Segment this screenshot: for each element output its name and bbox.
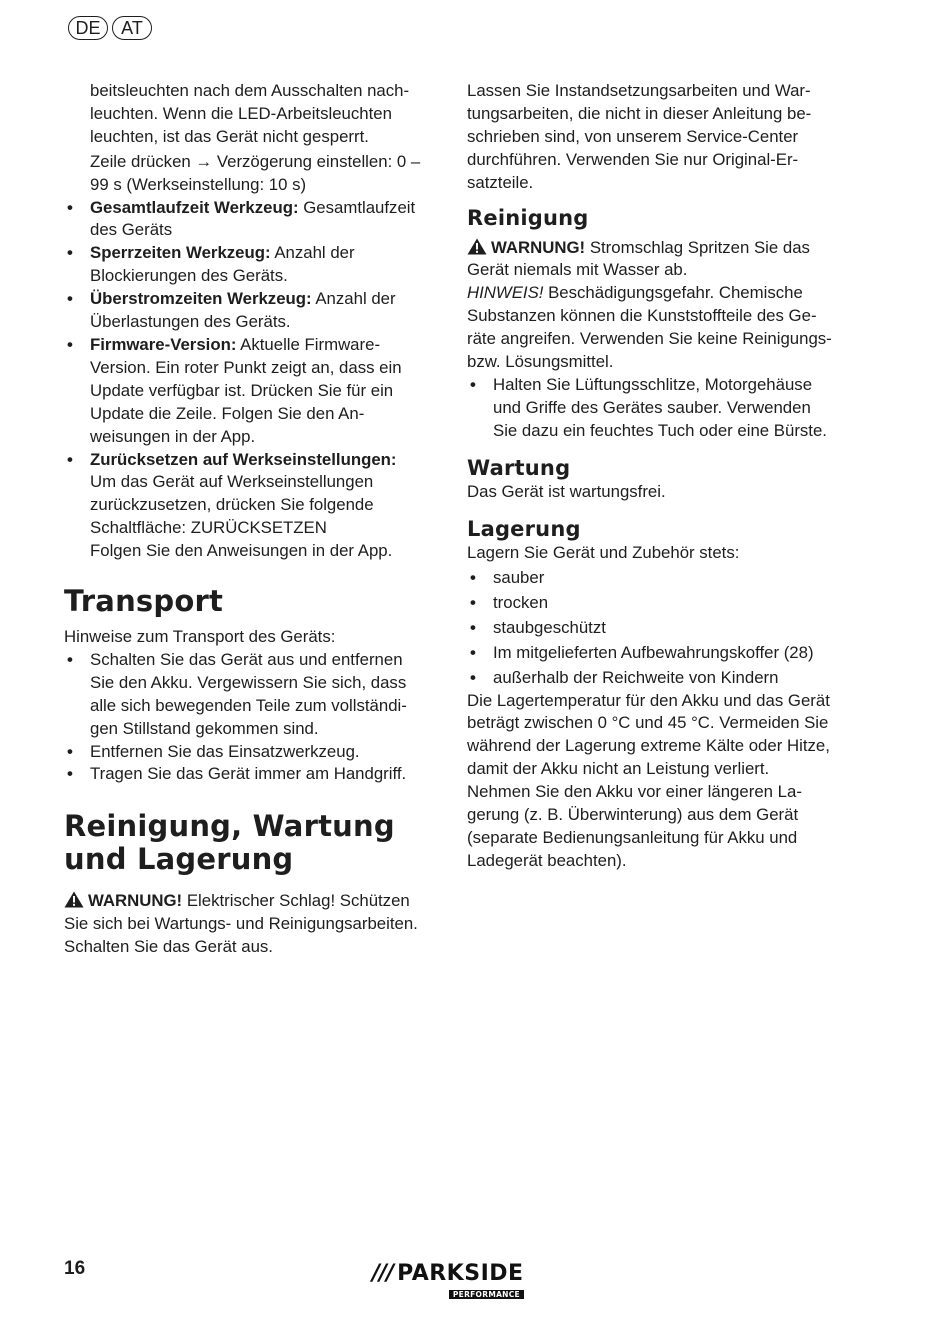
logo-text: PARKSIDE [397, 1261, 524, 1286]
storage-list [467, 565, 835, 690]
logo-wordmark [372, 1262, 524, 1286]
hint-label: HINWEIS! [467, 283, 544, 303]
storage-temperature-paragraph: Die Lagertemperatur für den Akku und das Gerät beträgt zwischen 0 °C und 45 °C. Vermeiden Sie während der Lagerung extreme Kälte oder Hitze, damit der Akku nicht an Leistung verliert. [467, 690, 830, 779]
hint-text: Beschädigungsgefahr. Chemische Substanzen können die Kunststoffteile des Geräte angreifen. Verwenden Sie keine Reinigungs- bzw. Lösungsmittel. [467, 283, 832, 372]
list-item: • sauber [467, 565, 835, 590]
country-badges [68, 16, 152, 40]
list-item: • Im mitgelieferten Aufbewahrungskoffer (28) [467, 640, 835, 665]
list-item: • Entfernen Sie das Einsatzwerkzeug. [64, 741, 422, 764]
storage-intro: Lagern Sie Gerät und Zubehör stets: [467, 542, 740, 562]
list-item [64, 197, 422, 243]
list-item [64, 449, 422, 541]
list-item-term: Gesamtlaufzeit Werkzeug: [90, 197, 299, 217]
warning-triangle-icon [64, 891, 84, 908]
transport-list [64, 649, 422, 786]
warning-text: Stromschlag Spritzen Sie das Gerät niemals mit Wasser ab. [467, 237, 810, 280]
logo-slashes: /// [372, 1261, 394, 1286]
left-column [64, 80, 422, 959]
service-paragraph: Lassen Sie Instandsetzungsarbeiten und Wartungsarbeiten, die nicht in dieser Anleitung beschrieben sind, von unserem Service-Center durchführen. Verwenden Sie nur Original-Ersatzteile. [467, 81, 812, 192]
transport-intro: Hinweise zum Transport des Geräts: [64, 627, 336, 647]
country-badge-at: AT [112, 16, 152, 40]
warning-paragraph [64, 890, 422, 959]
page-number: 16 [64, 1258, 86, 1279]
right-column [467, 80, 835, 873]
list-item [64, 288, 422, 334]
warning-triangle-icon [467, 238, 487, 255]
hint-paragraph [467, 282, 835, 374]
settings-list [64, 197, 422, 541]
storage-heading: Lagerung [467, 516, 581, 541]
warning-label: WARNUNG! [491, 237, 586, 257]
list-item-text: Aktuelle Firmware-Version. Ein roter Punkt zeigt an, dass ein Update verfügbar ist. Drücken Sie für ein Update die Zeile. Folgen Sie den Anweisungen in der App. [90, 334, 402, 446]
list-item [64, 334, 422, 449]
list-item-term: Zurücksetzen auf Werkseinstellungen: [90, 449, 397, 469]
list-item-term: Sperrzeiten Werkzeug: [90, 243, 271, 263]
cleaning-maintenance-storage-heading [64, 810, 422, 876]
cleaning-heading: Reinigung [467, 205, 589, 230]
list-item: • Schalten Sie das Gerät aus und entfernen Sie den Akku. Vergewissern Sie sich, dass alle sich bewegenden Teile zum vollständigen Stillstand gekommen sind. [64, 649, 422, 741]
maintenance-heading: Wartung [467, 455, 571, 480]
storage-removal-paragraph: Nehmen Sie den Akku vor einer längeren Lagerung (z. B. Überwinterung) aus dem Gerät (separate Bedienungsanleitung für Akku und Ladegerät beachten). [467, 782, 802, 870]
follow-app-paragraph: Folgen Sie den Anweisungen in der App. [90, 541, 393, 561]
cleaning-list [467, 374, 835, 443]
transport-heading: Transport [64, 584, 224, 619]
list-item-term: Überstromzeiten Werkzeug: [90, 289, 312, 309]
heading-line: Reinigung, Wartung [64, 809, 395, 844]
cleaning-warning-paragraph [467, 237, 835, 283]
list-item [64, 242, 422, 288]
list-item-term: Firmware-Version: [90, 334, 237, 354]
parkside-logo [372, 1262, 524, 1302]
continued-paragraph: beitsleuchten nach dem Ausschalten nachleuchten. Wenn die LED-Arbeitsleuchten leuchten, ist das Gerät nicht gesperrt. [90, 81, 410, 146]
list-item: • Tragen Sie das Gerät immer am Handgriff. [64, 763, 422, 786]
list-item-text: Gesamtlaufzeit des Geräts [90, 197, 416, 240]
country-badge-de: DE [68, 16, 108, 40]
list-item-text: Um das Gerät auf Werkseinstellungen zurückzusetzen, drücken Sie folgende Schaltfläche: ZURÜCKSETZEN [90, 472, 374, 538]
heading-line: und Lagerung [64, 842, 294, 877]
list-item-text: Anzahl der Überlastungen des Geräts. [90, 289, 396, 332]
maintenance-text: Das Gerät ist wartungsfrei. [467, 481, 666, 501]
warning-label: WARNUNG! [88, 891, 183, 911]
list-item: • Halten Sie Lüftungsschlitze, Motorgehäuse und Griffe des Gerätes sauber. Verwenden Sie dazu ein feuchtes Tuch oder eine Bürste. [467, 374, 835, 443]
list-item: • staubgeschützt [467, 615, 835, 640]
list-item-text: Anzahl der Blockierungen des Geräts. [90, 243, 355, 286]
delay-setting-paragraph: Zeile drücken → Verzögerung einstellen: 0 – 99 s (Werkseinstellung: 10 s) [90, 151, 421, 194]
list-item: • außerhalb der Reichweite von Kindern [467, 665, 835, 690]
warning-text: Elektrischer Schlag! Schützen Sie sich bei Wartungs- und Reinigungsarbeiten. Schalten Sie das Gerät aus. [64, 891, 418, 957]
list-item: • trocken [467, 590, 835, 615]
logo-subline: PERFORMANCE [449, 1290, 524, 1299]
